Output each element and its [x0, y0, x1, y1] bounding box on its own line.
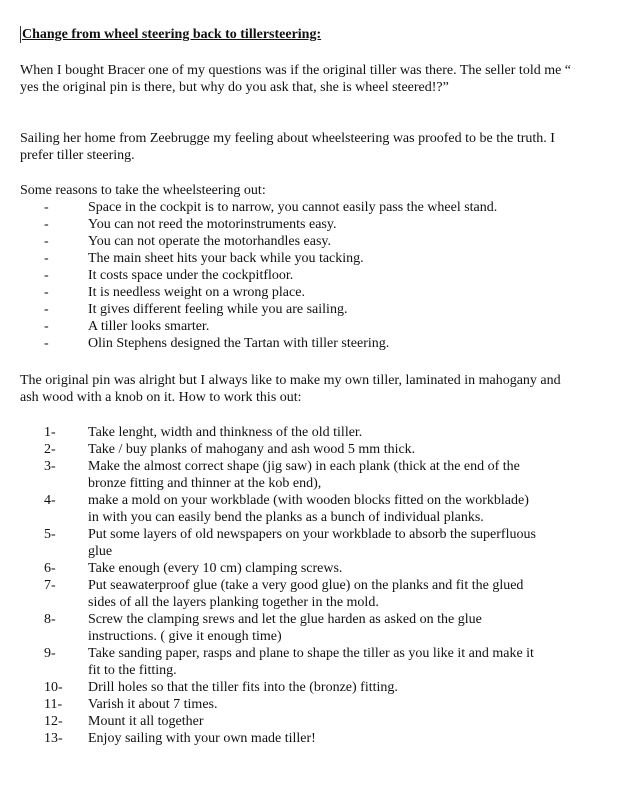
step-item [0, 645, 543, 679]
step-item-marker: 5- [44, 527, 56, 542]
step-item-text: Put some layers of old newspapers on your workblade to absorb the superfluous glue [88, 527, 536, 559]
reasons-intro: Some reasons to take the wheelsteering out: [20, 183, 266, 198]
reason-item-marker: - [44, 285, 49, 300]
reason-item-marker: - [44, 336, 49, 351]
step-item-marker: 10- [44, 680, 63, 695]
step-item-text: Enjoy sailing with your own made tiller! [88, 731, 316, 746]
reason-item-marker: - [44, 319, 49, 334]
reason-item [0, 318, 543, 335]
step-item-marker: 12- [44, 714, 63, 729]
step-item-marker: 3- [44, 459, 56, 474]
step-item-text: Make the almost correct shape (jig saw) in each plank (thick at the end of the bronze fitting and thinner at the kob end), [88, 459, 520, 491]
step-item-marker: 4- [44, 493, 56, 508]
step-item-marker: 9- [44, 646, 56, 661]
reason-item-text: You can not operate the motorhandles easy. [88, 234, 331, 249]
step-item-marker: 13- [44, 731, 63, 746]
step-item [0, 696, 543, 713]
reason-item-text: It is needless weight on a wrong place. [88, 285, 305, 300]
reason-item-marker: - [44, 268, 49, 283]
reason-item-marker: - [44, 234, 49, 249]
step-item [0, 492, 543, 526]
step-item [0, 611, 543, 645]
reason-item-text: A tiller looks smarter. [88, 319, 210, 334]
reason-item-text: Space in the cockpit is to narrow, you cannot easily pass the wheel stand. [88, 200, 498, 215]
step-item-text: Take / buy planks of mahogany and ash wood 5 mm thick. [88, 442, 416, 457]
step-item-text: Take sanding paper, rasps and plane to shape the tiller as you like it and make it fit to the fitting. [88, 646, 534, 678]
reason-item-marker: - [44, 251, 49, 266]
step-item [0, 424, 543, 441]
step-item [0, 458, 543, 492]
step-item-text: Take enough (every 10 cm) clamping screws. [88, 561, 343, 576]
step-item-marker: 2- [44, 442, 56, 457]
steps-list [0, 424, 543, 747]
reasons-list [0, 199, 543, 352]
reason-item [0, 199, 543, 216]
step-item-marker: 11- [44, 697, 63, 712]
document-title: Change from wheel steering back to tillersteering: [22, 27, 322, 42]
reason-item-marker: - [44, 200, 49, 215]
reason-item-marker: - [44, 217, 49, 232]
step-item [0, 560, 543, 577]
step-item [0, 577, 543, 611]
step-item-text: Take lenght, width and thinkness of the old tiller. [88, 425, 363, 440]
step-item [0, 713, 543, 730]
pin-paragraph: The original pin was alright but I always like to make my own tiller, laminated in mahogany and ash wood with a knob on it. How to work this out: [20, 373, 561, 405]
step-item-text: Drill holes so that the tiller fits into the (bronze) fitting. [88, 680, 398, 695]
step-item-text: Put seawaterproof glue (take a very good glue) on the planks and fit the glued sides of all the layers planking together in the mold. [88, 578, 524, 610]
intro-paragraph: When I bought Bracer one of my questions was if the original tiller was there. The seller told me “ yes the original pin is there, but why do you ask that, she is wheel steered!?” [20, 63, 572, 95]
reason-item-text: It gives different feeling while you are sailing. [88, 302, 348, 317]
reason-item [0, 216, 543, 233]
step-item [0, 441, 543, 458]
reason-item-text: You can not reed the motorinstruments easy. [88, 217, 337, 232]
reason-item [0, 284, 543, 301]
reason-item-text: It costs space under the cockpitfloor. [88, 268, 294, 283]
reason-item-text: Olin Stephens designed the Tartan with tiller steering. [88, 336, 390, 351]
step-item-marker: 6- [44, 561, 56, 576]
reason-item-marker: - [44, 302, 49, 317]
step-item [0, 730, 543, 747]
reason-item [0, 267, 543, 284]
step-item-marker: 1- [44, 425, 56, 440]
step-item-text: Varish it about 7 times. [88, 697, 218, 712]
step-item-text: make a mold on your workblade (with wooden blocks fitted on the workblade) in with you can easily bend the planks as a bunch of individual planks. [88, 493, 529, 525]
reason-item [0, 233, 543, 250]
step-item-marker: 7- [44, 578, 56, 593]
step-item-text: Screw the clamping srews and let the glue harden as asked on the glue instructions. ( give it enough time) [88, 612, 482, 644]
sailing-paragraph: Sailing her home from Zeebrugge my feeling about wheelsteering was proofed to be the truth. I prefer tiller steering. [20, 131, 555, 163]
step-item [0, 679, 543, 696]
reason-item-text: The main sheet hits your back while you tacking. [88, 251, 364, 266]
reason-item [0, 301, 543, 318]
reason-item [0, 250, 543, 267]
reason-item [0, 335, 543, 352]
step-item-marker: 8- [44, 612, 56, 627]
step-item-text: Mount it all together [88, 714, 204, 729]
step-item [0, 526, 543, 560]
